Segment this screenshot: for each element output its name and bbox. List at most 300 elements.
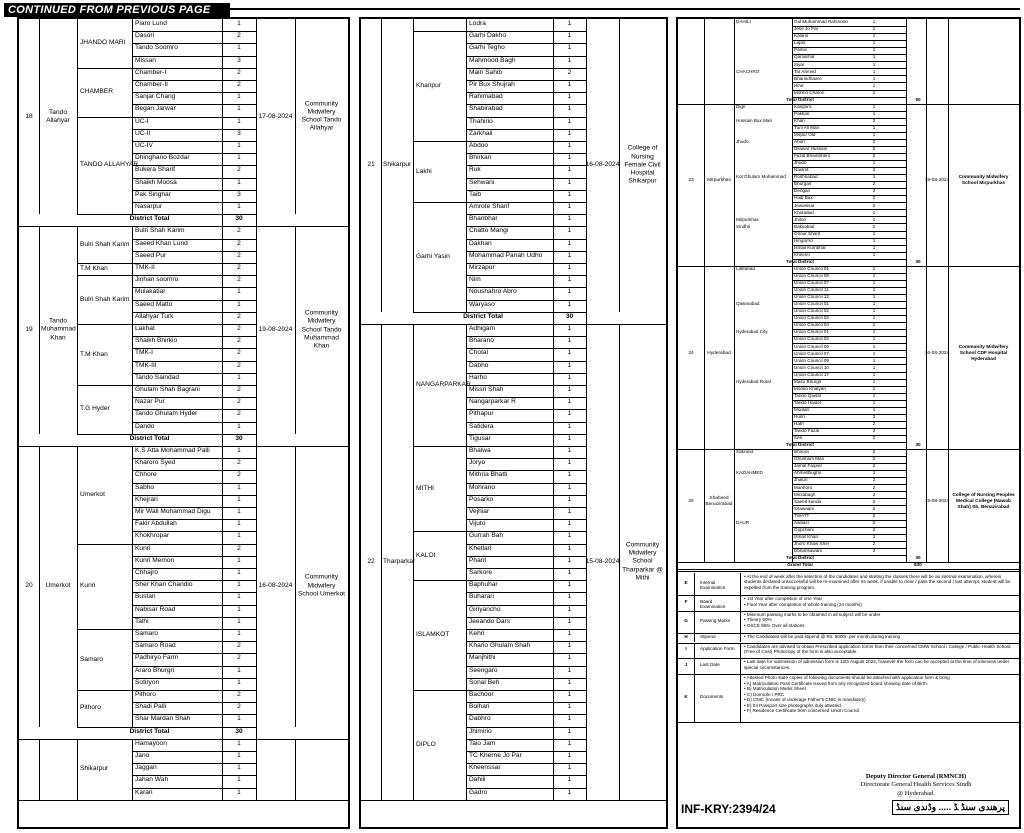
uc-name: Ghour Sharif — [794, 230, 821, 236]
uc-count: 1 — [567, 32, 572, 40]
uc-count: 1 — [237, 508, 241, 515]
uc-name: Chamber-II — [135, 81, 168, 88]
uc-count: 1 — [567, 81, 572, 88]
uc-count: 2 — [237, 239, 241, 247]
uc-count: 1 — [237, 593, 241, 601]
uc-count: 2 — [237, 264, 241, 271]
district-name: Shaheed Benazirabad — [705, 495, 733, 507]
uc-count: 1 — [872, 47, 876, 53]
uc-name: Ruk — [469, 166, 481, 174]
uc-count: 1 — [872, 294, 876, 300]
note-letter: E — [684, 580, 688, 585]
serial-no: 22 — [367, 557, 375, 565]
rule — [694, 674, 695, 722]
uc-name: Bolhari — [469, 703, 490, 711]
uc-count: 1 — [567, 447, 572, 454]
rule — [792, 167, 906, 168]
uc-count: 1 — [567, 788, 572, 796]
rule — [132, 739, 133, 800]
note-line: • OSCE 85% Over all stations — [744, 622, 805, 628]
uc-name: Gadro — [469, 788, 488, 796]
uc-count: 1 — [567, 325, 572, 332]
top-rule — [230, 8, 1020, 10]
district-total-label: District Total — [129, 215, 170, 223]
rule — [792, 421, 906, 422]
uc-count: 1 — [872, 132, 876, 137]
rule — [792, 19, 793, 562]
taluka-name: Sakrand — [736, 449, 754, 455]
uc-count: 2 — [872, 153, 876, 159]
note-title: Stipend — [700, 633, 716, 639]
rule — [295, 226, 296, 433]
uc-name: Tar Ahmed — [794, 68, 816, 74]
note-title: Application Form — [700, 646, 735, 652]
uc-name: Bharindhaaro — [794, 75, 822, 81]
note-title: Documents — [700, 694, 724, 699]
uc-name: Nasarpur — [135, 203, 163, 210]
rule — [740, 658, 741, 674]
uc-count: 1 — [872, 103, 876, 109]
uc-name: Mirpur Old — [794, 132, 816, 137]
taluka-name: KAZIAHMED — [736, 470, 763, 476]
uc-count: 1 — [237, 556, 241, 564]
uc-name: Jhimirio — [469, 727, 492, 735]
uc-count: 2 — [872, 188, 876, 194]
uc-name: Talhi — [135, 617, 149, 625]
uc-count: 1 — [567, 227, 572, 235]
rule — [413, 312, 466, 313]
institute-name: Community Midwifery School Tando Allahyar — [301, 100, 342, 132]
rule — [77, 226, 78, 433]
taluka-name: Jhudo — [736, 139, 749, 145]
rule — [77, 19, 78, 214]
taluka-name: Samaro — [80, 655, 104, 663]
uc-name: Mithria Bhatti — [469, 471, 508, 479]
uc-name: Naukot — [794, 167, 809, 173]
uc-count: 1 — [237, 532, 241, 540]
note-line: • B) Matriculation Marks Sheet — [744, 686, 806, 692]
total-value: 30 — [915, 555, 921, 560]
note-line: • Theory 50% — [744, 617, 772, 623]
uc-count: 1 — [567, 190, 572, 198]
uc-name: Dengan — [794, 188, 811, 194]
uc-count: 1 — [567, 434, 572, 442]
uc-name: Jeeando Dars — [469, 617, 511, 625]
uc-name: Laplo — [794, 40, 806, 46]
uc-count: 1 — [872, 350, 876, 356]
uc-name: Ghulam Shah Bagrani — [135, 386, 200, 393]
taluka-name: Khanpur — [416, 82, 441, 90]
rule — [694, 611, 695, 633]
uc-name: Union Council 17 — [794, 371, 829, 377]
uc-count: 1 — [872, 40, 876, 46]
rule — [39, 446, 40, 727]
schedule-date: 16-08-2024 — [585, 161, 620, 169]
uc-name: Mohrio Charon — [794, 89, 825, 95]
uc-count: 1 — [567, 300, 572, 308]
uc-name: Main Sahib — [469, 68, 502, 76]
note-line: • Candidates are advised to obtain Prescribed application forms from their concerned CMW School / College / Public Health School. (Free of Cost) Photocopy of the form is also acceptable. — [744, 643, 1012, 654]
rule — [740, 611, 741, 633]
total-label: Total District — [786, 555, 814, 560]
uc-name: Mahmood Bagh — [469, 56, 516, 64]
serial-no: 23 — [688, 178, 694, 184]
uc-count: 1 — [872, 385, 876, 391]
serial-no: 19 — [25, 326, 33, 334]
uc-count: 1 — [567, 398, 572, 406]
uc-count: 1 — [237, 495, 241, 503]
total-value: 830 — [914, 562, 922, 568]
rule — [792, 435, 906, 436]
uc-count: 2 — [872, 547, 876, 553]
uc-name: Hirar — [794, 82, 804, 88]
taluka-name: Mirpurkhas — [736, 216, 759, 222]
uc-name: Sonal Beh — [469, 678, 500, 686]
uc-name: Piaro Lund — [135, 20, 167, 27]
uc-count: 2 — [237, 32, 241, 40]
rule — [77, 214, 132, 215]
uc-count: 1 — [237, 617, 241, 625]
uc-name: Roshnabad — [794, 174, 818, 180]
uc-name: Shar Mardan Shah — [135, 715, 191, 723]
uc-count: 2 — [237, 703, 241, 711]
uc-count: 1 — [567, 556, 572, 564]
uc-name: UC-II — [135, 129, 151, 137]
uc-name: Jhoro Khaw Sher — [794, 540, 830, 546]
uc-name: Jhilori — [794, 216, 806, 222]
taluka-name: Digri — [736, 103, 746, 109]
total-label: Total District — [786, 96, 814, 102]
schedule-date: 16-08-2024 — [258, 582, 293, 590]
uc-name: UC-I — [135, 117, 149, 125]
uc-name: Jese Jo Par — [794, 26, 819, 32]
uc-count: 1 — [872, 244, 876, 250]
uc-count: 1 — [872, 406, 876, 412]
uc-name: Padhiryo Farm — [135, 654, 179, 662]
uc-count: 3 — [237, 56, 241, 64]
uc-name: Kheerio — [794, 251, 810, 257]
uc-name: Vijuto — [469, 520, 486, 528]
rule — [77, 324, 132, 325]
rule — [413, 19, 414, 312]
district-name: Mirpurkhas — [707, 178, 731, 184]
uc-count: 1 — [237, 203, 241, 210]
uc-count: 1 — [567, 520, 572, 528]
uc-name: Jaggan — [135, 764, 157, 772]
uc-count: 2 — [237, 398, 241, 406]
rule — [413, 446, 466, 447]
uc-count: 1 — [567, 239, 572, 247]
uc-name: Giriyancho — [469, 605, 501, 613]
taluka-name: Shikarpur — [80, 765, 109, 773]
uc-name: Ismail Kumbhar — [794, 244, 826, 250]
uc-count: 1 — [237, 373, 241, 381]
uc-count: 2 — [237, 544, 241, 552]
rule — [77, 117, 132, 118]
uc-name: Taio Jam — [469, 739, 496, 747]
uc-name: Saeed Pur — [135, 251, 167, 259]
uc-count: 1 — [872, 336, 876, 342]
note-body — [744, 596, 1013, 607]
uc-name: Shaikh Bhirkio — [135, 337, 178, 345]
rule — [948, 19, 949, 562]
uc-name: Began Jarwar — [135, 105, 176, 113]
uc-count: 1 — [237, 569, 241, 576]
uc-count: 2 — [872, 414, 876, 419]
rule — [77, 434, 132, 435]
uc-count: 1 — [872, 265, 876, 271]
panel-middle — [359, 17, 668, 829]
uc-count: 1 — [237, 715, 241, 723]
uc-count: 1 — [237, 117, 241, 125]
uc-count: 1 — [872, 308, 876, 314]
uc-count: 1 — [237, 154, 241, 162]
uc-count: 1 — [872, 110, 876, 116]
uc-name: Siyar — [794, 61, 805, 67]
note-body — [744, 634, 1013, 640]
rule — [466, 19, 467, 312]
uc-name: Khejrari — [135, 495, 158, 503]
note-line: • C) Domicile / PRC — [744, 691, 785, 697]
uc-count: 1 — [567, 56, 572, 64]
uc-count: 1 — [872, 371, 876, 377]
uc-name: Nabisar Road — [135, 605, 176, 613]
rule — [256, 727, 257, 739]
panel-left — [17, 17, 350, 829]
uc-name: Pithapur — [469, 410, 494, 418]
uc-count: 1 — [237, 178, 241, 186]
uc-count: 2 — [872, 540, 876, 546]
uc-name: Posarko — [469, 495, 494, 503]
uc-count: 1 — [567, 44, 572, 52]
taluka-name: CHACHRO — [736, 68, 760, 74]
uc-count: 2 — [872, 526, 876, 532]
rule — [792, 61, 906, 62]
rule — [413, 531, 466, 532]
uc-count: 2 — [872, 117, 876, 123]
uc-count: 2 — [237, 312, 241, 320]
uc-name: Baphuhar — [469, 581, 498, 589]
taluka-name: DIPLO — [416, 740, 436, 748]
rule — [256, 434, 257, 446]
rule — [256, 214, 257, 226]
rule — [413, 324, 414, 800]
uc-count: 2 — [872, 202, 876, 208]
uc-name: Samaro Road — [135, 642, 176, 650]
taluka-name: Sindhri — [736, 223, 751, 229]
uc-name: UC-IV — [135, 142, 153, 149]
uc-name: Dando — [135, 422, 155, 430]
institute-name: Community Midwifery School CDF Hospital Hyderabad — [958, 344, 1009, 362]
uc-count: 2 — [237, 166, 241, 174]
uc-count: 1 — [567, 495, 572, 503]
uc-name: TC Kherne Jo Par — [469, 752, 522, 759]
uc-name: Sabho — [135, 483, 155, 491]
uc-count: 1 — [567, 691, 572, 698]
uc-name: TMK-I — [135, 349, 153, 357]
taluka-name: Latifabad — [736, 265, 755, 271]
uc-name: Sotiryon — [135, 678, 160, 686]
uc-name: Saeed kanda — [794, 498, 822, 504]
uc-name: Tuni Ali Mari — [794, 124, 820, 130]
rule — [19, 800, 348, 801]
rule — [222, 446, 223, 727]
uc-count: 2 — [237, 642, 241, 650]
uc-name: Manhoro — [794, 484, 813, 490]
uc-count: 1 — [872, 68, 876, 74]
uc-count: 2 — [872, 498, 876, 504]
uc-name: Union Council 06 — [794, 343, 829, 349]
district-name: Umerkot — [45, 582, 71, 590]
uc-name: Mohammad Panah Udho — [469, 251, 543, 259]
rule — [734, 19, 735, 562]
uc-name: Union Council 01 — [794, 301, 829, 307]
uc-name: Joryo — [469, 459, 486, 467]
district-name: Tando Allahyar — [46, 108, 70, 124]
rule — [466, 324, 467, 800]
district-name: Tharparkar — [383, 557, 416, 565]
uc-count: 1 — [237, 739, 241, 747]
note-body — [744, 612, 1013, 629]
uc-name: Satidera — [469, 422, 494, 430]
uc-name: Kehri — [469, 630, 485, 637]
rule — [792, 139, 906, 140]
uc-count: 1 — [567, 764, 572, 772]
uc-name: Bhanbhar — [469, 215, 498, 223]
rule — [906, 19, 907, 562]
uc-count: 1 — [567, 166, 572, 174]
uc-name: Ahori — [794, 139, 805, 145]
uc-count: 2 — [872, 195, 876, 201]
rule — [586, 19, 587, 312]
uc-name: Mirzapur — [469, 264, 495, 271]
note-line: • A) Matriculation Pass Certificate issued from any recognized board showing date of Birth. — [744, 680, 928, 686]
uc-count: 1 — [237, 776, 241, 784]
uc-count: 1 — [567, 142, 572, 149]
uc-count: 1 — [237, 764, 241, 772]
schedule-date: 16-08-2024 — [924, 350, 950, 356]
uc-name: TMK-III — [135, 361, 157, 369]
uc-count: 1 — [567, 288, 572, 296]
uc-name: Tando Soomro — [135, 44, 178, 52]
uc-count: 1 — [237, 752, 241, 759]
uc-name: Sehwani — [469, 178, 495, 186]
uc-count: 1 — [567, 471, 572, 479]
district-total-label: District Total — [129, 727, 170, 735]
uc-name: TWATT — [794, 512, 810, 518]
uc-count: 1 — [872, 174, 876, 180]
taluka-name: DAUR — [736, 519, 750, 525]
urdu-footer: ﭘﺮﮬﻨﺪﯼ ﺳﻨﮉ ﮉ ..... ﻭﮈﻧﺪﯼ ﺳﻨﮉ — [892, 800, 1009, 815]
uc-name: TMK-II — [135, 264, 155, 271]
uc-name: Saeed Khan Lund — [135, 239, 188, 247]
uc-name: Union Council 12 — [794, 294, 829, 300]
uc-count: 1 — [567, 203, 572, 210]
rule — [694, 633, 695, 642]
uc-name: Husri — [794, 414, 805, 419]
uc-name: Union Council 08 — [794, 273, 829, 278]
uc-name: Union Council 10 — [794, 364, 829, 370]
uc-name: Khario Ghulam Shah — [469, 642, 531, 650]
uc-count: 1 — [567, 264, 572, 271]
uc-name: Union Council 09 — [794, 357, 829, 363]
rule — [619, 19, 620, 312]
uc-count: 2 — [237, 691, 241, 698]
rule — [694, 643, 695, 659]
district-total-label: District Total — [463, 312, 503, 320]
uc-name: Mirzabagh — [794, 491, 816, 497]
uc-count: 1 — [237, 142, 241, 149]
note-letter: K — [684, 694, 688, 699]
uc-name: Kunri Memon — [135, 556, 175, 564]
rule — [361, 324, 666, 325]
uc-name: Mir Wali Mohammad Digu — [135, 508, 211, 515]
district-total-value: 30 — [235, 434, 243, 442]
uc-name: Ismail Khan — [794, 533, 819, 539]
uc-count: 1 — [872, 33, 876, 39]
rule — [256, 446, 257, 727]
uc-count: 1 — [567, 154, 572, 162]
taluka-name: Lakhi — [416, 167, 432, 175]
note-line: • E) 04 Passport size photographs duly attested — [744, 702, 841, 708]
uc-name: Chhajro — [135, 569, 159, 576]
uc-count: 1 — [567, 544, 572, 552]
uc-name: Chatto Mangi — [469, 227, 509, 235]
rule — [792, 33, 906, 34]
rule — [77, 385, 132, 386]
uc-name: Kalario — [794, 33, 809, 39]
rule — [740, 633, 741, 642]
uc-count: 2 — [872, 139, 876, 145]
rule — [222, 19, 223, 214]
uc-name: Pak Singhar — [135, 190, 171, 198]
uc-name: Harho — [469, 373, 487, 381]
uc-count: 1 — [567, 349, 572, 357]
uc-name: Union Council 02 — [794, 336, 829, 342]
uc-count: 2 — [872, 181, 876, 187]
uc-count: 1 — [237, 605, 241, 613]
rule — [926, 19, 927, 562]
uc-name: Abdoo — [469, 142, 489, 149]
uc-count: 2 — [872, 491, 876, 497]
taluka-name: Kot Ghulam Muhammad — [736, 174, 786, 180]
uc-name: Tigusar — [469, 434, 491, 442]
institute-name: Community Midwifery School Tando Muhammad Khan — [301, 309, 342, 350]
schedule-date: 15-08-2024 — [924, 498, 950, 504]
uc-count: 1 — [872, 273, 876, 278]
uc-name: Zarkhail — [469, 129, 493, 137]
rule — [792, 160, 906, 161]
uc-count: 1 — [872, 26, 876, 32]
uc-count: 1 — [872, 230, 876, 236]
uc-count: 1 — [567, 581, 572, 589]
uc-name: Bukera Sharif — [135, 166, 175, 174]
uc-count: 2 — [237, 251, 241, 259]
inf-reference: INF-KRY:2394/24 — [681, 802, 776, 816]
rule — [619, 324, 620, 800]
uc-count: 1 — [872, 280, 876, 286]
note-body — [744, 659, 1013, 670]
uc-name: Hingorno — [794, 237, 813, 243]
uc-name: Shabirabad — [469, 105, 503, 113]
uc-name: Adhigam — [469, 325, 496, 332]
taluka-name: Kunri — [80, 582, 96, 590]
uc-count: 1 — [567, 508, 572, 515]
rule — [792, 414, 906, 415]
taluka-name: Bulri Shah Karim — [80, 295, 130, 303]
uc-count: 2 — [237, 386, 241, 393]
uc-name: Dabho — [469, 361, 489, 369]
